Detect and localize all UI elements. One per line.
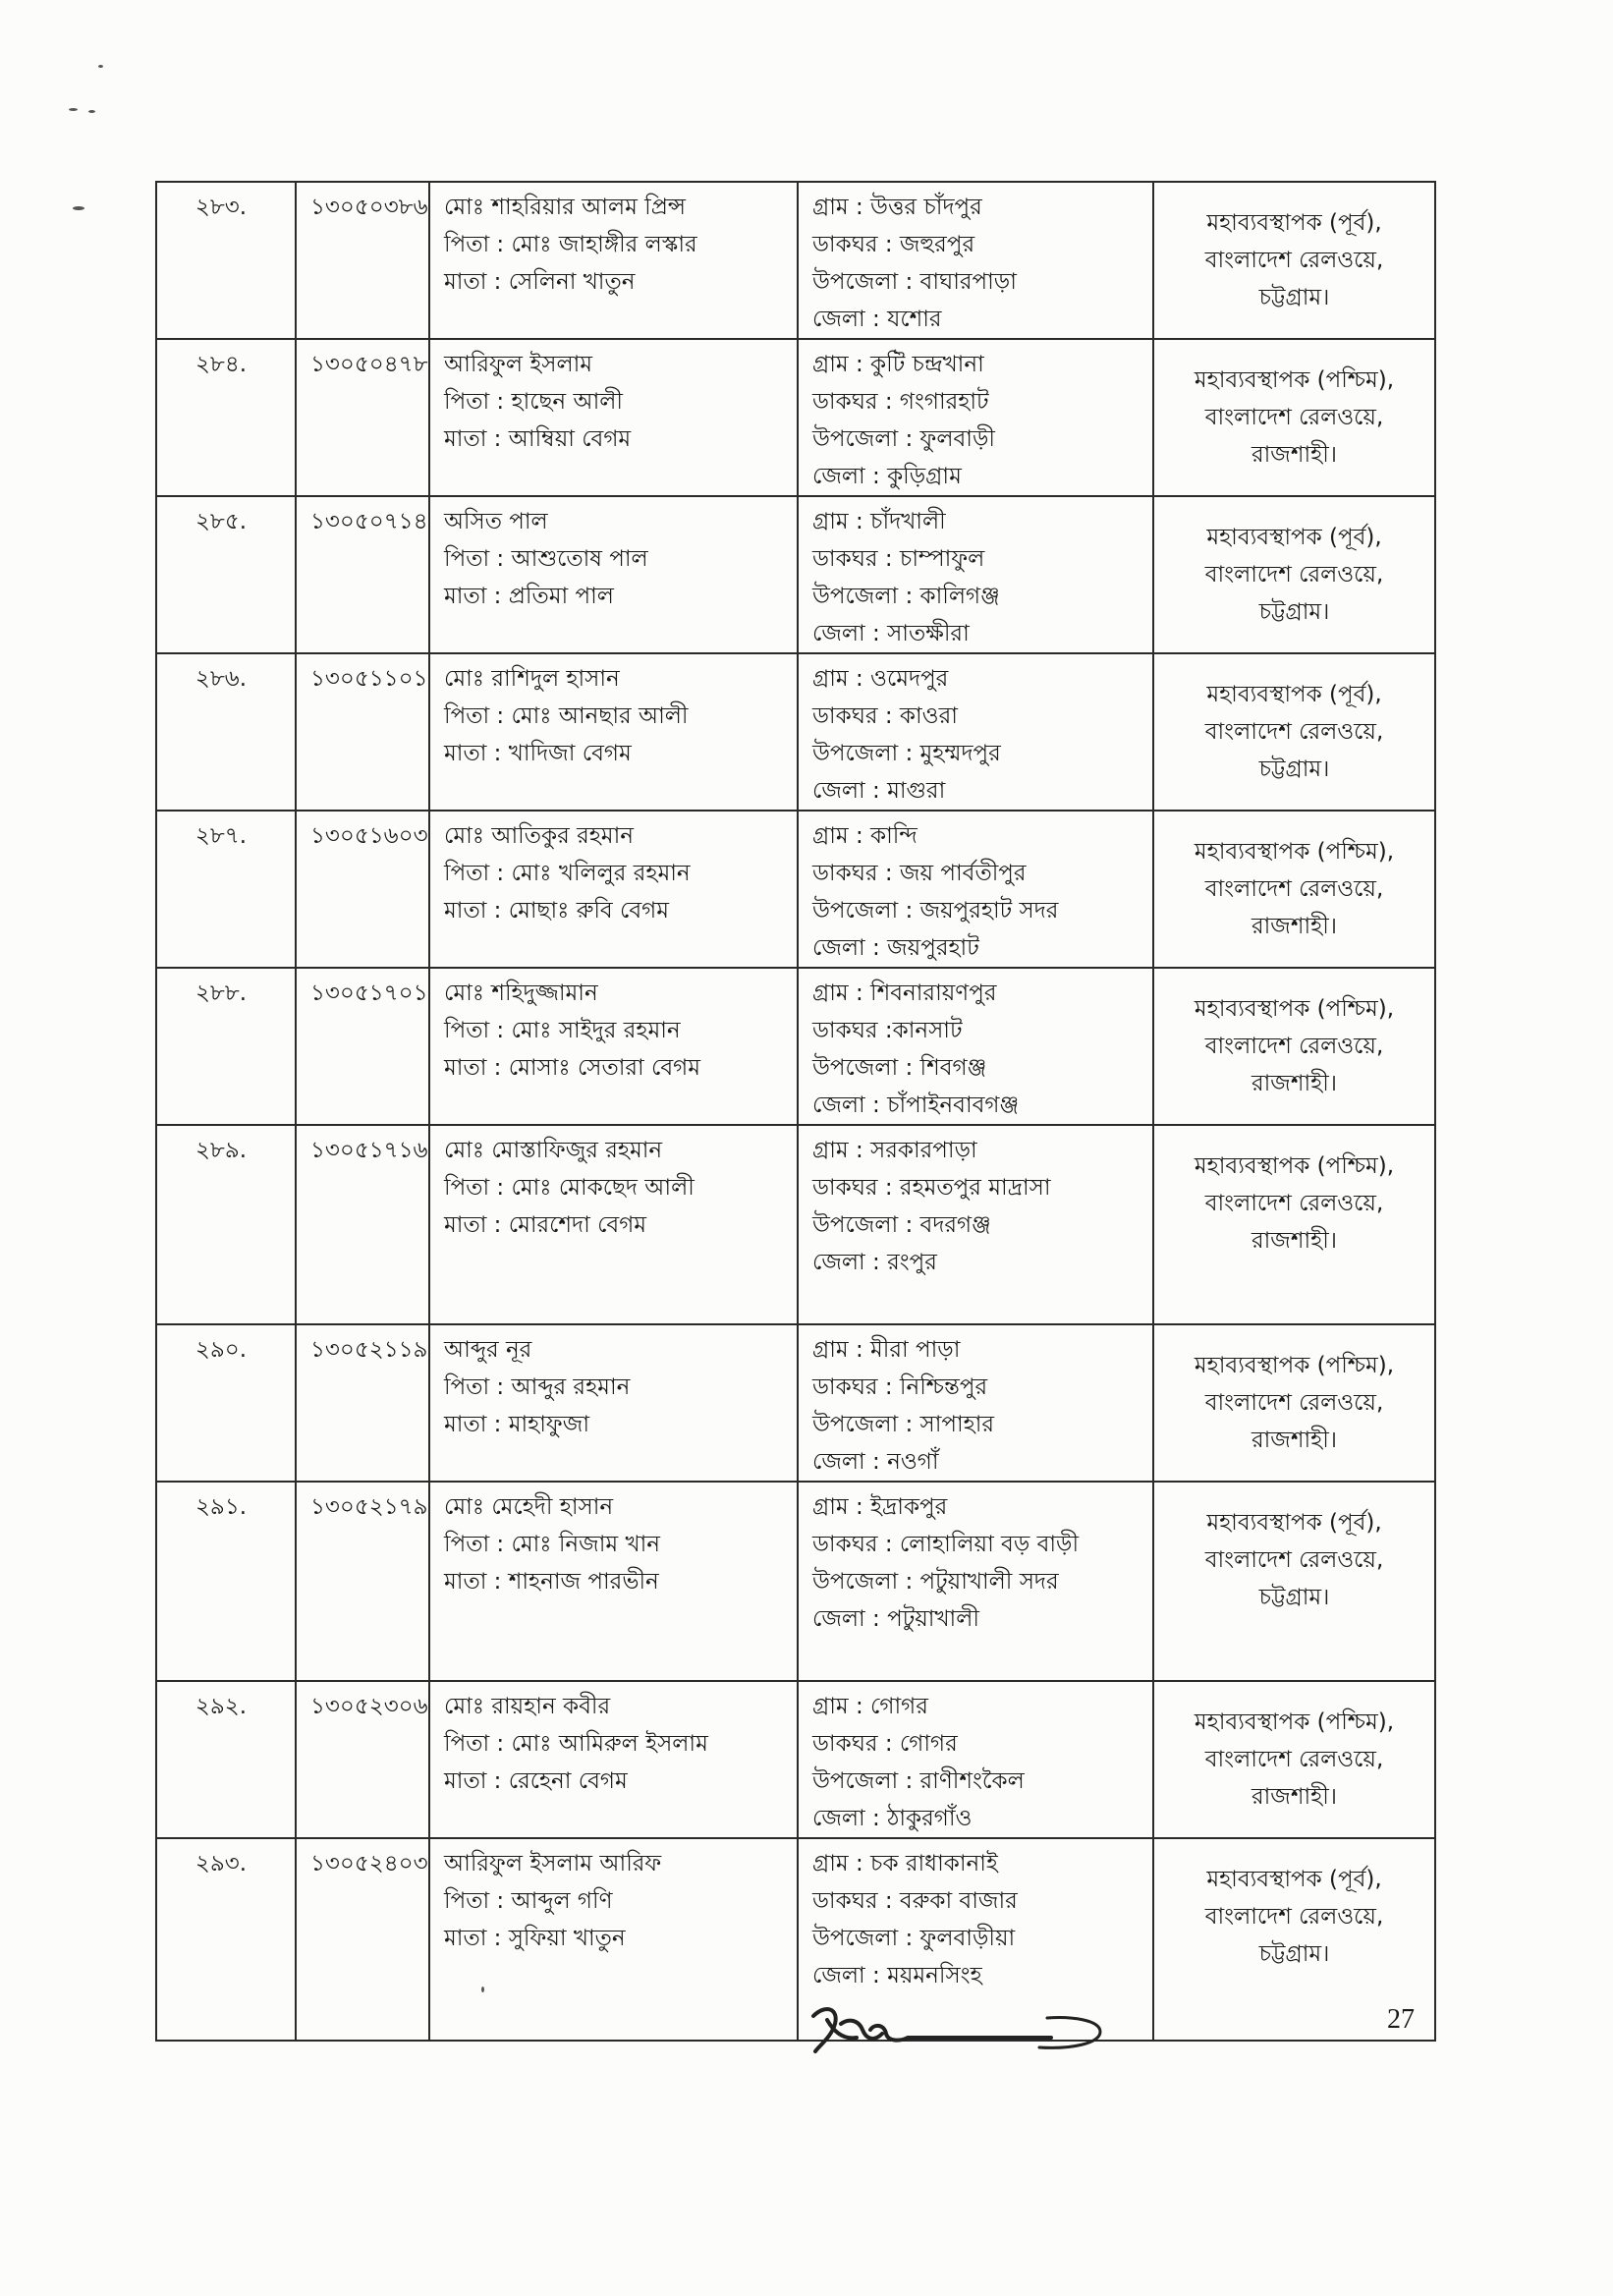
office-line-1: মহাব্যবস্থাপক (পশ্চিম),: [1194, 839, 1395, 865]
candidate-name: অসিত পাল: [444, 509, 548, 534]
address-village: গ্রাম : ইদ্রাকপুর: [812, 1494, 948, 1520]
mother-name: মাতা : আম্বিয়া বেগম: [444, 426, 632, 452]
roll-number: ১৩০৫২১১৯: [310, 1337, 428, 1363]
address-post: ডাকঘর : বরুকা বাজার: [812, 1888, 1018, 1914]
serial-number: ২৯৩.: [195, 1851, 248, 1876]
mother-name: মাতা : প্রতিমা পাল: [444, 584, 614, 609]
table-row: [156, 653, 1435, 811]
name-cell: [429, 1681, 798, 1838]
scan-speck: [73, 206, 84, 210]
office-line-3: রাজশাহী।: [1251, 1071, 1338, 1096]
name-cell: [429, 1838, 798, 2041]
roll-cell: [296, 1681, 429, 1838]
name-cell: [429, 968, 798, 1125]
serial-number: ২৯২.: [195, 1694, 248, 1719]
address-village: গ্রাম : শিবনারায়ণপুর: [812, 980, 997, 1006]
address-cell: [798, 1482, 1153, 1681]
table-row: [156, 182, 1435, 339]
mother-name: মাতা : মোছাঃ রুবি বেগম: [444, 898, 670, 924]
address-post: ডাকঘর :কানসাট: [812, 1018, 963, 1043]
address-upazila: উপজেলা : মুহম্মদপুর: [812, 741, 1001, 766]
address-cell: [798, 968, 1153, 1125]
roll-cell: [296, 496, 429, 653]
roll-number: ১৩০৫২১৭৯: [310, 1494, 428, 1520]
office-line-1: মহাব্যবস্থাপক (পূর্ব),: [1206, 210, 1382, 236]
office-line-1: মহাব্যবস্থাপক (পশ্চিম),: [1194, 367, 1395, 393]
candidate-name: মোঃ মোস্তাফিজুর রহমান: [444, 1138, 663, 1163]
address-district: জেলা : চাঁপাইনবাবগঞ্জ: [812, 1092, 1020, 1118]
address-cell: [798, 339, 1153, 496]
name-cell: [429, 1482, 798, 1681]
scan-speck: [69, 108, 78, 111]
address-district: জেলা : ঠাকুরগাঁও: [812, 1806, 973, 1831]
office-cell: [1153, 339, 1435, 496]
name-cell: [429, 811, 798, 968]
table-row: [156, 339, 1435, 496]
father-name: পিতা : মোঃ নিজাম খান: [444, 1532, 660, 1557]
table-row: [156, 1681, 1435, 1838]
father-name: পিতা : মোঃ জাহাঙ্গীর লস্কার: [444, 232, 697, 257]
page-number: 27: [1387, 2004, 1415, 2035]
roll-cell: [296, 811, 429, 968]
address-village: গ্রাম : কান্দি: [812, 823, 918, 849]
name-cell: [429, 182, 798, 339]
roll-number: ১৩০৫১৭১৬: [310, 1138, 428, 1163]
address-post: ডাকঘর : জহুরপুর: [812, 232, 975, 257]
office-line-1: মহাব্যবস্থাপক (পশ্চিম),: [1194, 1153, 1395, 1179]
office-line-3: রাজশাহী।: [1251, 1784, 1338, 1810]
office-line-3: রাজশাহী।: [1251, 1428, 1338, 1453]
candidate-name: মোঃ রাশিদুল হাসান: [444, 666, 620, 692]
address-village: গ্রাম : কুটি চন্দ্রখানা: [812, 352, 984, 377]
address-upazila: উপজেলা : ফুলবাড়ীয়া: [812, 1926, 1016, 1951]
father-name: পিতা : আব্দুর রহমান: [444, 1374, 631, 1400]
address-cell: [798, 1125, 1153, 1324]
mother-name: মাতা : মোরশেদা বেগম: [444, 1212, 647, 1238]
father-name: পিতা : হাছেন আলী: [444, 389, 624, 415]
table-row: [156, 1482, 1435, 1681]
father-name: পিতা : মোঃ মোকছেদ আলী: [444, 1175, 695, 1201]
roll-number: ১৩০৫২৪০৩: [310, 1851, 428, 1876]
office-cell: [1153, 1482, 1435, 1681]
scan-speck: [88, 110, 95, 113]
serial-cell: [156, 811, 296, 968]
table-row: [156, 811, 1435, 968]
roll-cell: [296, 339, 429, 496]
address-district: জেলা : পটুয়াখালী: [812, 1606, 979, 1632]
address-cell: [798, 1324, 1153, 1482]
mother-name: মাতা : মোসাঃ সেতারা বেগম: [444, 1055, 701, 1081]
serial-cell: [156, 182, 296, 339]
serial-number: ২৯১.: [195, 1494, 248, 1520]
office-cell: [1153, 496, 1435, 653]
address-district: জেলা : জয়পুরহাট: [812, 935, 979, 961]
candidate-name: মোঃ শাহরিয়ার আলম প্রিন্স: [444, 195, 687, 220]
signature-image: [806, 1994, 1120, 2077]
table-row: [156, 968, 1435, 1125]
office-cell: [1153, 1125, 1435, 1324]
office-line-2: বাংলাদেশ রেলওয়ে,: [1204, 1390, 1384, 1416]
office-cell: [1153, 1324, 1435, 1482]
address-upazila: উপজেলা : শিবগঞ্জ: [812, 1055, 987, 1081]
office-line-2: বাংলাদেশ রেলওয়ে,: [1204, 876, 1384, 902]
serial-number: ২৮৭.: [195, 823, 248, 849]
table-row: [156, 1838, 1435, 2041]
address-post: ডাকঘর : চাম্পাফুল: [812, 546, 985, 572]
address-post: ডাকঘর : কাওরা: [812, 703, 958, 729]
office-line-2: বাংলাদেশ রেলওয়ে,: [1204, 719, 1384, 745]
office-line-1: মহাব্যবস্থাপক (পূর্ব),: [1206, 525, 1382, 550]
address-post: ডাকঘর : রহমতপুর মাদ্রাসা: [812, 1175, 1051, 1201]
candidate-name: আরিফুল ইসলাম আরিফ: [444, 1851, 662, 1876]
office-cell: [1153, 811, 1435, 968]
office-line-3: চট্টগ্রাম।: [1258, 1585, 1330, 1610]
roll-number: ১৩০৫১৭০১: [310, 980, 428, 1006]
name-cell: [429, 1324, 798, 1482]
address-village: গ্রাম : চাঁদখালী: [812, 509, 946, 534]
office-line-2: বাংলাদেশ রেলওয়ে,: [1204, 562, 1384, 588]
candidate-name: আব্দুর নূর: [444, 1337, 532, 1363]
address-district: জেলা : রংপুর: [812, 1250, 937, 1275]
roll-cell: [296, 653, 429, 811]
address-village: গ্রাম : গোগর: [812, 1694, 928, 1719]
roll-cell: [296, 1838, 429, 2041]
serial-number: ২৮৪.: [195, 352, 248, 377]
serial-number: ২৮৯.: [195, 1138, 248, 1163]
name-cell: [429, 1125, 798, 1324]
father-name: পিতা : মোঃ আমিরুল ইসলাম: [444, 1731, 708, 1757]
office-line-2: বাংলাদেশ রেলওয়ে,: [1204, 1904, 1384, 1930]
roll-cell: [296, 1125, 429, 1324]
address-upazila: উপজেলা : পটুয়াখালী সদর: [812, 1569, 1059, 1595]
serial-cell: [156, 968, 296, 1125]
office-line-2: বাংলাদেশ রেলওয়ে,: [1204, 248, 1384, 273]
office-line-3: চট্টগ্রাম।: [1258, 599, 1330, 625]
address-post: ডাকঘর : লোহালিয়া বড় বাড়ী: [812, 1532, 1080, 1557]
address-post: ডাকঘর : নিশ্চিন্তপুর: [812, 1374, 988, 1400]
address-district: জেলা : সাতক্ষীরা: [812, 621, 970, 646]
scan-speck: [481, 1987, 484, 1992]
address-village: গ্রাম : ওমেদপুর: [812, 666, 949, 692]
office-line-2: বাংলাদেশ রেলওয়ে,: [1204, 1034, 1384, 1059]
serial-cell: [156, 1125, 296, 1324]
roll-number: ১৩০৫১৬০৩: [310, 823, 428, 849]
serial-number: ২৮৮.: [195, 980, 248, 1006]
office-line-3: রাজশাহী।: [1251, 442, 1338, 468]
candidate-name: মোঃ আতিকুর রহমান: [444, 823, 634, 849]
serial-cell: [156, 1324, 296, 1482]
address-upazila: উপজেলা : বাঘারপাড়া: [812, 269, 1017, 295]
address-village: গ্রাম : সরকারপাড়া: [812, 1138, 977, 1163]
office-line-2: বাংলাদেশ রেলওয়ে,: [1204, 1191, 1384, 1216]
father-name: পিতা : আব্দুল গণি: [444, 1888, 613, 1914]
mother-name: মাতা : সুফিয়া খাতুন: [444, 1926, 626, 1951]
father-name: পিতা : মোঃ সাইদুর রহমান: [444, 1018, 681, 1043]
office-cell: [1153, 182, 1435, 339]
serial-cell: [156, 1838, 296, 2041]
candidate-name: মোঃ রায়হান কবীর: [444, 1694, 611, 1719]
address-upazila: উপজেলা : কালিগঞ্জ: [812, 584, 1000, 609]
office-line-3: চট্টগ্রাম।: [1258, 756, 1330, 782]
serial-cell: [156, 339, 296, 496]
office-line-3: চট্টগ্রাম।: [1258, 1941, 1330, 1967]
father-name: পিতা : আশুতোষ পাল: [444, 546, 648, 572]
office-line-2: বাংলাদেশ রেলওয়ে,: [1204, 1547, 1384, 1573]
roll-number: ১৩০৫১১০১: [310, 666, 428, 692]
roll-cell: [296, 1482, 429, 1681]
name-cell: [429, 653, 798, 811]
table-row: [156, 1125, 1435, 1324]
candidate-name: আরিফুল ইসলাম: [444, 352, 593, 377]
mother-name: মাতা : রেহেনা বেগম: [444, 1768, 628, 1794]
office-line-3: রাজশাহী।: [1251, 1228, 1338, 1254]
roll-number: ১৩০৫২৩০৬: [310, 1694, 428, 1719]
address-village: গ্রাম : উত্তর চাঁদপুর: [812, 195, 982, 220]
roll-number: ১৩০৫০৪৭৮: [310, 352, 428, 377]
office-line-1: মহাব্যবস্থাপক (পূর্ব),: [1206, 1867, 1382, 1892]
address-district: জেলা : কুড়িগ্রাম: [812, 464, 962, 489]
office-line-2: বাংলাদেশ রেলওয়ে,: [1204, 405, 1384, 430]
name-cell: [429, 496, 798, 653]
address-upazila: উপজেলা : রাণীশংকৈল: [812, 1768, 1025, 1794]
office-line-2: বাংলাদেশ রেলওয়ে,: [1204, 1747, 1384, 1772]
office-cell: [1153, 968, 1435, 1125]
mother-name: মাতা : সেলিনা খাতুন: [444, 269, 636, 295]
roll-cell: [296, 968, 429, 1125]
office-line-1: মহাব্যবস্থাপক (পশ্চিম),: [1194, 1709, 1395, 1735]
office-line-1: মহাব্যবস্থাপক (পূর্ব),: [1206, 1510, 1382, 1536]
address-village: গ্রাম : চক রাধাকানাই: [812, 1851, 998, 1876]
address-upazila: উপজেলা : সাপাহার: [812, 1412, 995, 1437]
roll-cell: [296, 182, 429, 339]
office-line-1: মহাব্যবস্থাপক (পশ্চিম),: [1194, 1353, 1395, 1378]
address-cell: [798, 1681, 1153, 1838]
serial-number: ২৮৬.: [195, 666, 248, 692]
address-cell: [798, 182, 1153, 339]
serial-number: ২৯০.: [195, 1337, 248, 1363]
scan-speck: [98, 65, 103, 68]
office-cell: [1153, 653, 1435, 811]
serial-cell: [156, 1482, 296, 1681]
serial-cell: [156, 653, 296, 811]
address-upazila: উপজেলা : ফুলবাড়ী: [812, 426, 995, 452]
address-district: জেলা : নওগাঁ: [812, 1449, 939, 1475]
mother-name: মাতা : খাদিজা বেগম: [444, 741, 632, 766]
roll-number: ১৩০৫০৩৮৬: [310, 195, 428, 220]
serial-cell: [156, 496, 296, 653]
table-row: [156, 1324, 1435, 1482]
address-district: জেলা : যশোর: [812, 307, 942, 332]
address-post: ডাকঘর : জয় পার্বতীপুর: [812, 861, 1027, 886]
mother-name: মাতা : মাহাফুজা: [444, 1412, 589, 1437]
address-cell: [798, 496, 1153, 653]
office-line-3: চট্টগ্রাম।: [1258, 285, 1330, 310]
address-upazila: উপজেলা : বদরগঞ্জ: [812, 1212, 991, 1238]
roll-cell: [296, 1324, 429, 1482]
address-cell: [798, 653, 1153, 811]
mother-name: মাতা : শাহনাজ পারভীন: [444, 1569, 659, 1595]
office-cell: [1153, 1681, 1435, 1838]
serial-number: ২৮৫.: [195, 509, 248, 534]
address-village: গ্রাম : মীরা পাড়া: [812, 1337, 961, 1363]
office-line-3: রাজশাহী।: [1251, 914, 1338, 939]
name-cell: [429, 339, 798, 496]
office-line-1: মহাব্যবস্থাপক (পূর্ব),: [1206, 682, 1382, 707]
candidate-name: মোঃ শহিদুজ্জামান: [444, 980, 598, 1006]
candidate-name: মোঃ মেহেদী হাসান: [444, 1494, 614, 1520]
address-post: ডাকঘর : গোগর: [812, 1731, 958, 1757]
address-post: ডাকঘর : গংগারহাট: [812, 389, 989, 415]
address-upazila: উপজেলা : জয়পুরহাট সদর: [812, 898, 1059, 924]
candidate-table: [155, 181, 1436, 2042]
address-district: জেলা : মাগুরা: [812, 778, 946, 804]
candidate-table-body: [156, 182, 1435, 2041]
father-name: পিতা : মোঃ খলিলুর রহমান: [444, 861, 691, 886]
table-row: [156, 496, 1435, 653]
serial-cell: [156, 1681, 296, 1838]
serial-number: ২৮৩.: [195, 195, 248, 220]
office-line-1: মহাব্যবস্থাপক (পশ্চিম),: [1194, 996, 1395, 1022]
address-cell: [798, 811, 1153, 968]
roll-number: ১৩০৫০৭১৪: [310, 509, 428, 534]
father-name: পিতা : মোঃ আনছার আলী: [444, 703, 689, 729]
address-district: জেলা : ময়মনসিংহ: [812, 1963, 982, 1988]
